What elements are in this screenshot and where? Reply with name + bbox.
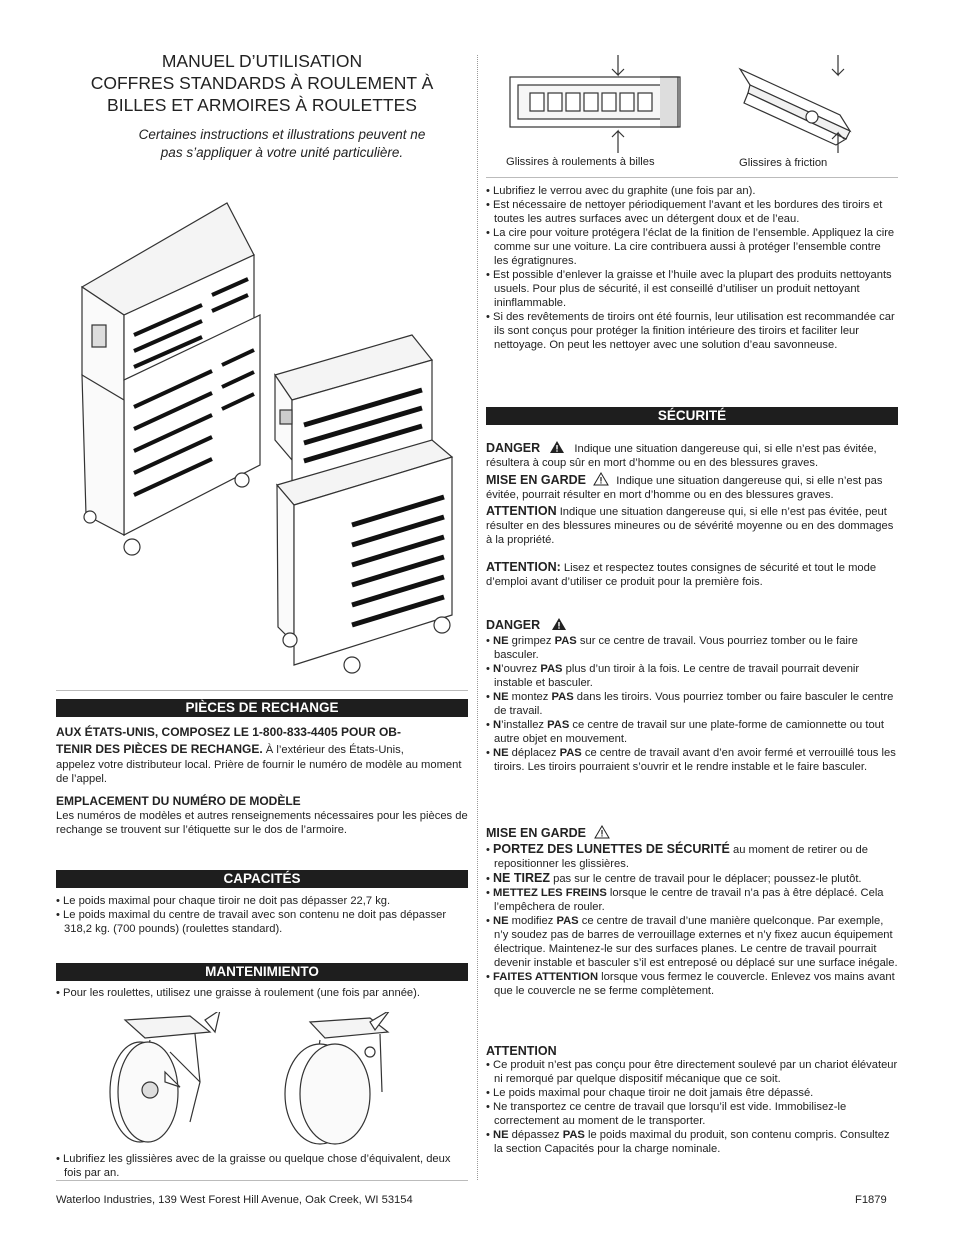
maintenance-slides: • Lubrifiez les glissières avec de la graisse ou quelque chose d’équivalent, deux fois par an.: [56, 1153, 451, 1179]
ball-bearing-glide-caption: Glissires à roulements à billes: [506, 156, 655, 168]
warning-outline-icon: [594, 825, 610, 839]
drawer-glides-illustration: [500, 55, 880, 155]
title-line-2: COFFRES STANDARDS À ROULEMENT À: [90, 73, 434, 93]
list-item: • NE modifiez PAS ce centre de travail d’une manière quelconque. Par exemple, n’y soudez pas de barres de verrouillage externes et n’y fixez aucun équipement électrique. Maintenez-le sur des surfaces planes. Le centre de travail pourrait devenir instable et basculer s’il est entreposé ou déplacé sur une surface inégale.: [486, 915, 898, 969]
safety-section: [486, 407, 898, 589]
list-item: • Ce produit n’est pas conçu pour être directement soulevé par un chariot élévateur ni remorqué par quelque dispositif mécanique que ce soit.: [486, 1059, 898, 1085]
warning-filled-icon: [551, 617, 567, 631]
maintenance-heading: MANTENIMIENTO: [56, 963, 468, 981]
cleaning-instructions: • Lubrifiez le verrou avec du graphite (une fois par an). • Est nécessaire de nettoyer périodiquement l’avant et les bordures des tiroirs et toutes les autres surfaces avec un détergent doux et de l’eau. • La cire pour voiture protégera l’éclat de la finition de l’ensemble. Appliquez la cire comme sur une voiture. La cire contribuera aussi à protéger l’ensemble contre les égratignures. • Est possible d’enlever la graisse et l’huile avec la plupart des produits nettoyants usuels. Pour plus de sécurité, il est conseillé d’utiliser un produit nettoyant ininflammable. • Si des revêtements de tiroirs ont été fournis, leur utilisation est recommandée car ils sont conçus pour protéger la finition intérieure des tiroirs et faciliter leur nettoyage. On peut les nettoyer avec une solution d’eau savonneuse.: [486, 185, 895, 351]
footer-address: Waterloo Industries, 139 West Forest Hill Avenue, Oak Creek, WI 53154: [56, 1194, 413, 1206]
list-item: • FAITES ATTENTION lorsque vous fermez le couvercle. Enlevez vos mains avant que le couvercle ne se ferme complètement.: [486, 971, 895, 997]
divider-line: [486, 177, 898, 178]
list-item: • PORTEZ DES LUNETTES DE SÉCURITÉ au moment de retirer ou de repositionner les glissières.: [486, 842, 868, 870]
column-divider: [477, 55, 478, 1180]
maintenance-casters: • Pour les roulettes, utilisez une graisse à roulement (une fois par année).: [56, 987, 420, 999]
list-item: • NE déplacez PAS ce centre de travail avant d’en avoir fermé et verrouillé tous les tiroirs. Les tiroirs pourraient s’ouvrir et le rendre instable et le faire basculer.: [486, 747, 896, 773]
divider-line: [56, 1180, 468, 1181]
tool-chest-illustration: [72, 195, 472, 685]
safety-heading: SÉCURITÉ: [486, 407, 898, 425]
list-item: • NE TIREZ pas sur le centre de travail pour le déplacer; poussez-le plutôt.: [486, 871, 862, 885]
caster-illustration: [70, 1012, 450, 1147]
maintenance-section: [56, 963, 468, 1000]
capacity-item: • Le poids maximal pour chaque tiroir ne doit pas dépasser 22,7 kg.: [56, 895, 391, 907]
footer-code: F1879: [855, 1194, 887, 1206]
replacement-parts-heading: PIÈCES DE RECHANGE: [56, 699, 468, 717]
capacities-section: [56, 870, 468, 936]
parts-instruction: appelez votre distributeur local. Prière de fournir le numéro de modèle au moment de l’appel.: [56, 759, 462, 785]
model-number-text: Les numéros de modèles et autres renseignements nécessaires pour les pièces de rechange se trouvent sur l’étiquette sur le dos de l’armoire.: [56, 810, 468, 836]
list-item: • N’ouvrez PAS plus d’un tiroir à la fois. Le centre de travail pourrait devenir instable et basculer.: [486, 663, 860, 689]
model-number-heading: EMPLACEMENT DU NUMÉRO DE MODÈLE: [56, 794, 301, 808]
warning-list: MISE EN GARDE • PORTEZ DES LUNETTES DE SÉCURITÉ au moment de retirer ou de repositionner les glissières. • NE TIREZ pas sur le centre de travail pour le déplacer; poussez-le plutôt. • METTEZ LES FREINS lorsque le centre de travail n’a pas à être déplacé. Cela l’empêchera de rouler. • NE modifiez PAS ce centre de travail d’une manière quelconque. Par exemple, n’y soudez pas de barres de verrouillage externes et n’y fixez aucun équipement électrique. Maintenez-le sur des surfaces planes. Le centre de travail pourrait devenir instable et basculer s’il est entreposé ou déplacé sur une surface inégale. • FAITES ATTENTION lorsque vous fermez le couvercle. Enlevez vos mains avant que le couvercle ne se ferme complètement.: [486, 826, 898, 997]
list-item: • METTEZ LES FREINS lorsque le centre de travail n’a pas à être déplacé. Cela l’empêchera de rouler.: [486, 887, 884, 913]
warning-outline-icon: [593, 472, 609, 486]
friction-glide-caption: Glissires à friction: [739, 157, 828, 169]
warning-definition: MISE EN GARDE Indique une situation dangereuse qui, si elle n’est pas évitée, pourrait résulter en mort d’homme ou en des blessures graves.: [486, 473, 883, 501]
page-title: [56, 50, 468, 116]
caution-list: ATTENTION • Ce produit n’est pas conçu pour être directement soulevé par un chariot élévateur ni remorqué par quelque dispositif mécanique que ce soit. • Le poids maximal pour chaque tiroir ne doit jamais être dépassé. • Ne transportez ce centre de travail que lorsqu’il est vide. Immobilisez-le correctement au moment de le transporter. • NE dépassez PAS le poids maximal du produit, son contenu compris. Consultez la section Capacités pour la charge nominale.: [486, 1044, 898, 1155]
replacement-parts-section: PIÈCES DE RECHANGE AUX ÉTATS-UNIS, COMPOSEZ LE 1-800-833-4405 POUR OB- TENIR DES PIÈCES DE RECHANGE. À l’extérieur des États-Unis, appelez votre distributeur local. Prière de fournir le numéro de modèle au moment de l’appel. EMPLACEMENT DU NUMÉRO DE MODÈLE Les numéros de modèles et autres renseignements nécessaires pour les pièces de rechange se trouvent sur l’étiquette sur le dos de l’armoire.: [56, 700, 468, 836]
list-item: • Le poids maximal pour chaque tiroir ne doit jamais être dépassé.: [486, 1087, 814, 1099]
title-line-3: BILLES ET ARMOIRES À ROULETTES: [107, 95, 417, 115]
capacity-item: • Le poids maximal du centre de travail avec son contenu ne doit pas dépasser 318,2 kg. (700 pounds) (roulettes standard).: [56, 909, 447, 935]
list-item: • N’installez PAS ce centre de travail sur une plate-forme de camionnette ou tout autre objet en mouvement.: [486, 719, 884, 745]
divider-line: [56, 690, 468, 691]
danger-definition: DANGER Indique une situation dangereuse qui, si elle n’est pas évitée, résultera à coup sûr en mort d’homme ou en des blessures graves.: [486, 441, 877, 469]
read-instructions: ATTENTION: Lisez et respectez toutes consignes de sécurité et tout le mode d’emploi avant d’utiliser ce produit pour la première fois.: [486, 560, 877, 588]
capacities-heading: CAPACITÉS: [56, 870, 468, 888]
list-item: • NE dépassez PAS le poids maximal du produit, son contenu compris. Consultez la section Capacités pour la charge nominale.: [486, 1129, 890, 1155]
parts-phone-line: AUX ÉTATS-UNIS, COMPOSEZ LE 1-800-833-4405 POUR OB-: [56, 725, 401, 739]
warning-filled-icon: [549, 440, 565, 454]
danger-list: DANGER • NE grimpez PAS sur ce centre de travail. Vous pourriez tomber ou le faire basculer. • N’ouvrez PAS plus d’un tiroir à la fois. Le centre de travail pourrait devenir instable et basculer. • NE montez PAS dans les tiroirs. Vous pourriez tomber ou faire basculer le centre de travail. • N’installez PAS ce centre de travail sur une plate-forme de camionnette ou tout autre objet en mouvement. • NE déplacez PAS ce centre de travail avant d’en avoir fermé et verrouillé tous les tiroirs. Les tiroirs pourraient s’ouvrir et le rendre instable et le faire basculer.: [486, 616, 898, 774]
list-item: • Ne transportez ce centre de travail que lorsqu’il est vide. Immobilisez-le correctement au moment de le transporter.: [486, 1101, 847, 1127]
list-item: • NE grimpez PAS sur ce centre de travail. Vous pourriez tomber ou le faire basculer.: [486, 635, 858, 661]
page-subtitle: Certaines instructions et illustrations peuvent ne pas s’appliquer à votre unité particulière.: [138, 127, 426, 160]
left-column: [56, 50, 468, 162]
list-item: • NE montez PAS dans les tiroirs. Vous pourriez tomber ou faire basculer le centre de travail.: [486, 691, 894, 717]
title-line-1: MANUEL D’UTILISATION: [161, 51, 363, 71]
caution-definition: ATTENTION Indique une situation dangereuse qui, si elle n’est pas évitée, peut résulter en des blessures mineures ou de sévérité moyenne ou en des dommages à la propriété.: [486, 504, 894, 546]
